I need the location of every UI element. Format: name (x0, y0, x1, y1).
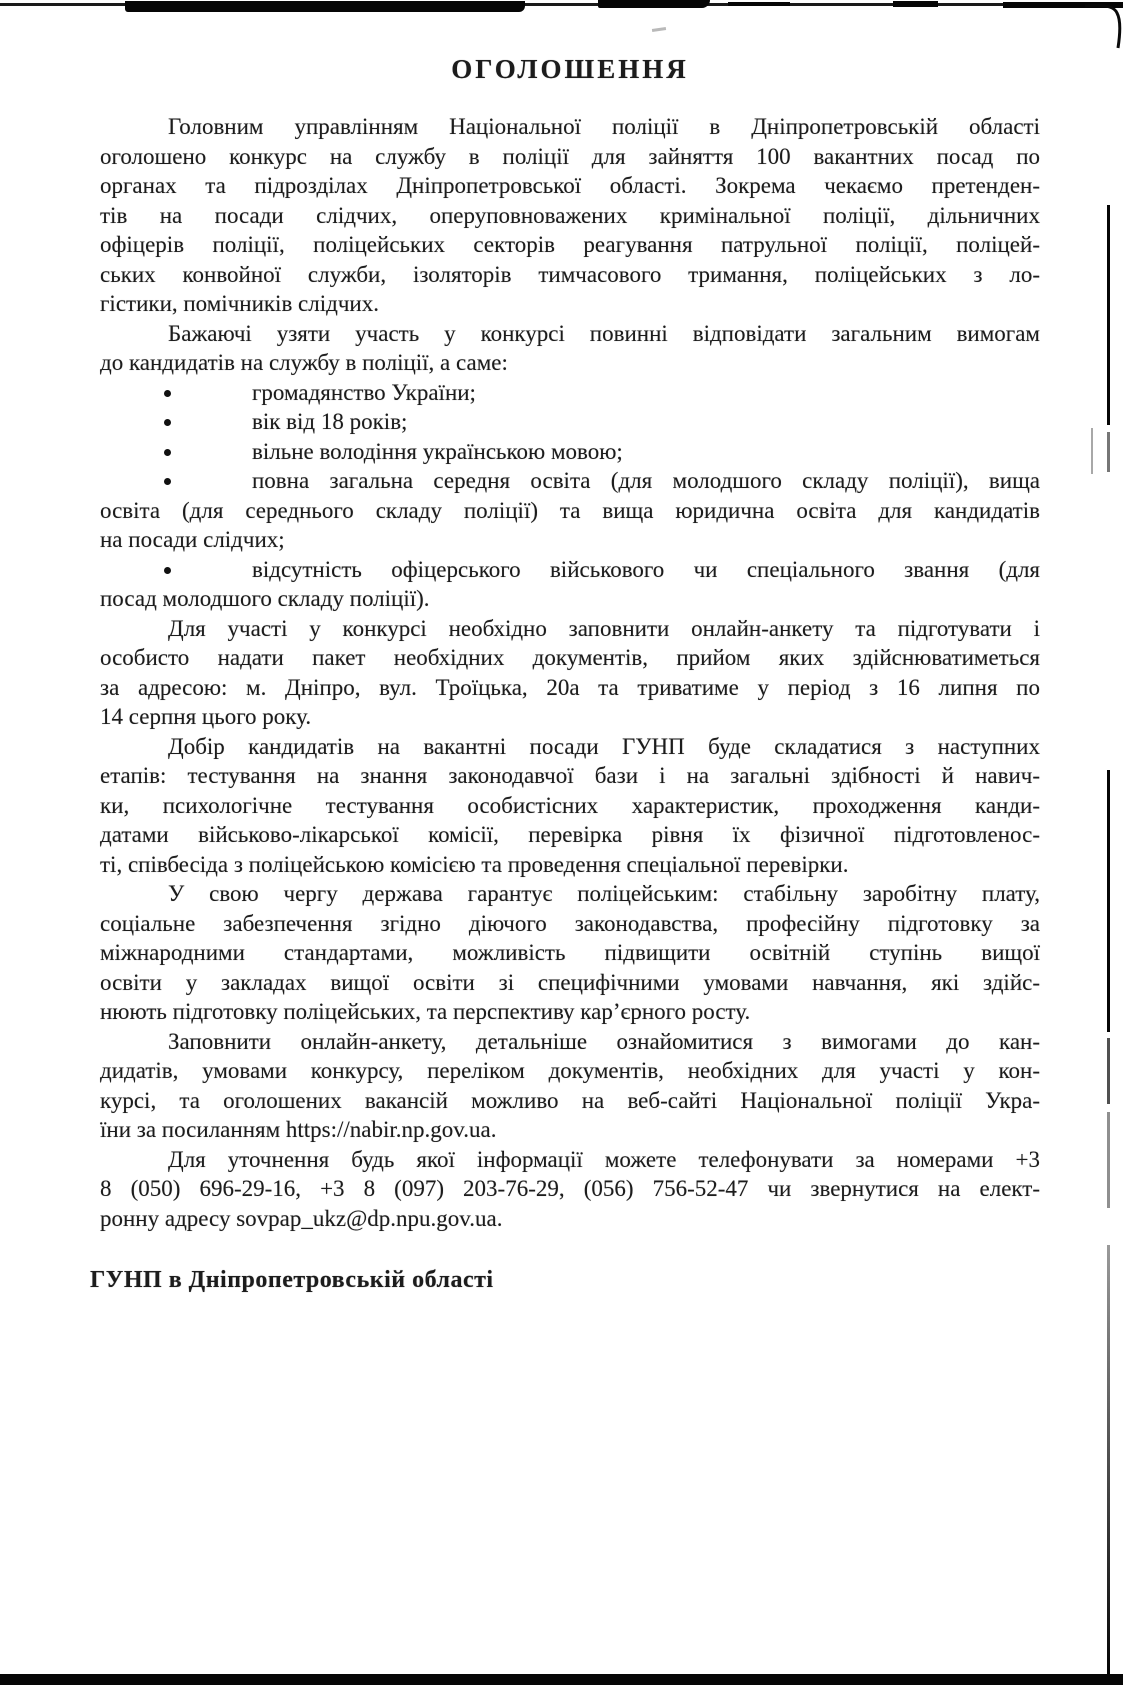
text-line: органах та підрозділах Дніпропетровської області. Зокрема чекаємо претенден- (100, 173, 1040, 198)
scan-artifact-right-dash (1091, 428, 1093, 474)
text-line: Для уточнення будь якої інформації можете телефонувати за номерами +3 (168, 1146, 1040, 1172)
text-line: соціальне забезпечення згідно діючого законодавства, професійну підготовку за (100, 910, 1040, 936)
text-line: Для участі у конкурсі необхідно заповнити онлайн-анкету та підготувати і (168, 615, 1040, 641)
text-line: тів на посади слідчих, оперуповноважених кримінальної поліції, дільничних (100, 202, 1040, 228)
text-line: ті, співбесіда з поліцейською комісією та проведення спеціальної перевірки. (100, 851, 849, 877)
scan-artifact-right-line (1107, 1112, 1110, 1208)
text-line: датами військово-лікарської комісії, перевірка рівня їх фізичної підготовленос- (100, 822, 1040, 847)
text-line: за адресою: м. Дніпро, вул. Троїцька, 20а та триватиме у період з 16 липня по (100, 674, 1040, 700)
text-line: 14 серпня цього року. (100, 704, 312, 729)
text-line: їни за посиланням https://nabir.np.gov.ua. (100, 1117, 497, 1142)
text-line: оголошено конкурс на службу в поліції для зайняття 100 вакантних посад по (100, 143, 1040, 169)
scan-artifact-top-dash (728, 2, 790, 6)
bullet-line (100, 466, 1040, 496)
text-line: посад молодшого складу поліції). (100, 586, 430, 611)
bullet-text: вік від 18 років; (252, 409, 408, 434)
text-line: ки, психологічне тестування особистісних характеристик, проходження канди- (100, 792, 1040, 818)
scan-artifact-top-blob (598, 0, 710, 8)
bullet-icon (164, 449, 171, 456)
bullet-text: повна загальна середня освіта (для молодшого складу поліції), вища (252, 468, 1040, 493)
text-line: курсі, та оголошених вакансій можливо на веб-сайті Національної поліції Укра- (100, 1087, 1040, 1113)
text-line: офіцерів поліції, поліцейських секторів реагування патрульної поліції, поліцей- (100, 232, 1040, 257)
text-line: до кандидатів на службу в поліції, а саме: (100, 350, 508, 375)
bullet-text: вільне володіння українською мовою; (252, 438, 623, 464)
scan-artifact-right-line (1107, 1245, 1110, 1685)
bullet-icon (164, 390, 171, 397)
text-line: дидатів, умовами конкурсу, переліком документів, необхідних для участі у кон- (100, 1058, 1040, 1083)
text-line: ронну адресу sovpap_ukz@dp.npu.gov.ua. (100, 1205, 503, 1231)
bullet-icon (164, 419, 171, 426)
scan-artifact-right-line (1107, 432, 1110, 472)
text-line: Заповнити онлайн-анкету, детальніше ознайомитися з вимогами до кан- (168, 1028, 1040, 1054)
bullet-icon (164, 567, 171, 574)
document-title: ОГОЛОШЕННЯ (451, 54, 689, 84)
bullet-line (100, 407, 1040, 437)
text-line: ських конвойної служби, ізоляторів тимчасового тримання, поліцейських з ло- (100, 261, 1040, 287)
document-body (100, 112, 1040, 1233)
scan-artifact-top-band (125, 1, 525, 12)
scan-artifact-corner-hook (1085, 0, 1123, 52)
scan-artifact-right-line (1107, 770, 1110, 1032)
text-line: міжнародними стандартами, можливість підвищити освітній ступінь вищої (100, 940, 1040, 965)
bullet-icon (164, 478, 171, 485)
bullet-text: громадянство України; (252, 379, 476, 405)
text-line: освіти у закладах вищої освіти зі специфічними умовами навчання, які здійс- (100, 969, 1040, 995)
text-line: Бажаючі узяти участь у конкурсі повинні відповідати загальним вимогам (168, 320, 1040, 346)
text-line: етапів: тестування на знання законодавчої бази і на загальні здібності й навич- (100, 763, 1040, 788)
document-content (90, 52, 1040, 1294)
text-line: гістики, помічників слідчих. (100, 291, 379, 316)
scan-artifact-bottom-edge (0, 1674, 1123, 1685)
text-line: Головним управлінням Національної поліції в Дніпропетровській області (168, 114, 1040, 139)
text-line: 8 (050) 696-29-16, +3 8 (097) 203-76-29, (056) 756-52-47 чи звернутися на елект- (100, 1176, 1040, 1201)
scan-artifact-speck (652, 27, 666, 32)
text-line: У свою чергу держава гарантує поліцейським: стабільну заробітну плату, (168, 881, 1040, 906)
document-footer-signature: ГУНП в Дніпропетровській області (90, 1267, 494, 1293)
scan-artifact-right-line (1107, 205, 1110, 425)
text-line: особисто надати пакет необхідних документів, прийом яких здійснюватиметься (100, 645, 1040, 670)
text-line: освіта (для середнього складу поліції) та вища юридична освіта для кандидатів (100, 497, 1040, 523)
bullet-line (100, 378, 1040, 408)
bullet-line (100, 437, 1040, 467)
scan-artifact-right-line (1107, 1038, 1110, 1104)
bullet-text: відсутність офіцерського військового чи спеціального звання (для (252, 556, 1040, 582)
bullet-line (100, 555, 1040, 585)
text-line: Добір кандидатів на вакантні посади ГУНП буде складатися з наступних (168, 733, 1040, 759)
text-line: нюють підготовку поліцейських, та перспективу кар’єрного росту. (100, 999, 751, 1024)
scan-artifact-top-dash (893, 1, 938, 7)
text-line: на посади слідчих; (100, 527, 285, 552)
